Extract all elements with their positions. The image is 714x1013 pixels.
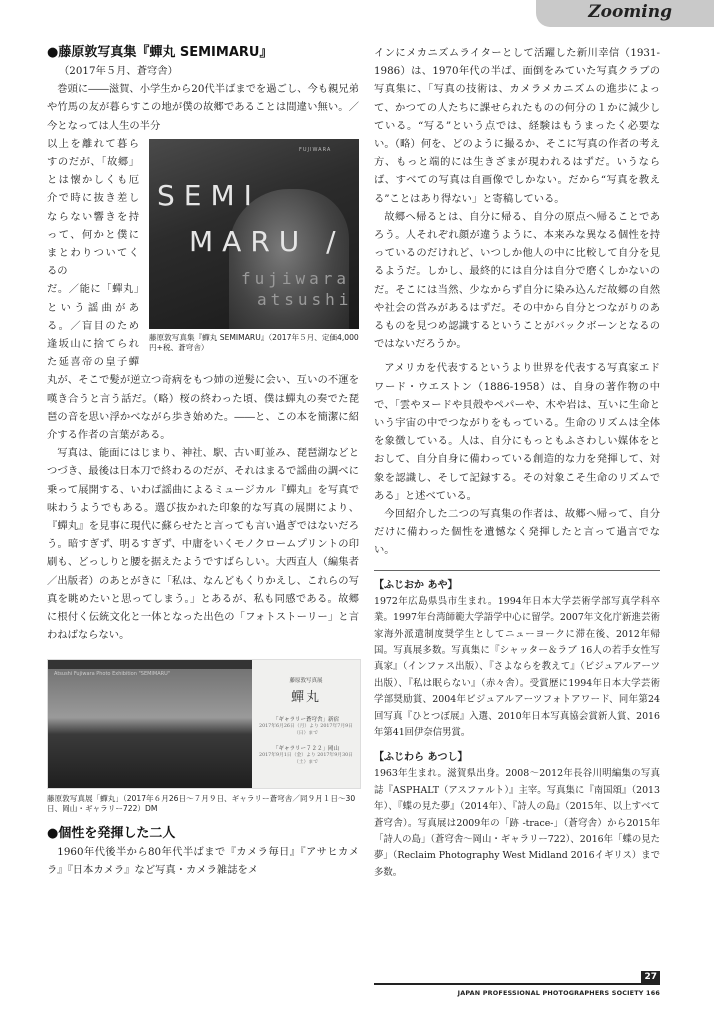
left-column (47, 44, 359, 879)
cover-title-line2: MARU / (189, 224, 345, 258)
book-cover-image (149, 139, 359, 329)
dm-organizer: 藤原敦写真展 (289, 677, 323, 684)
dm-dates: 2017年6月26日（月）より 2017年7月9日（日）まで (259, 723, 353, 736)
paragraph: 巻頭に――滋賀、小学生から20代半ばまでを過ごし、今も親兄弟や竹馬の友が暮らすこの地が僕の故郷であることは間違い無い。／今となっては人生の半分 (47, 83, 359, 132)
paragraph: 1960年代後半から80年代半ばまで『カメラ毎日』『アサヒカメラ』『日本カメラ』など写真・カメラ雑誌をメ (47, 845, 359, 876)
dm-venue: 「ギャラリー蒼穹舎」新宿 (272, 716, 339, 723)
author-bio (374, 577, 660, 742)
paragraph: 以上を離れて暮らすのだが、「故郷」とは懐かしくも厄介で時に抜き差しならない響きを持って、何かと僕にまとわりついてくるの (47, 137, 139, 278)
dm-title: 蟬丸 (290, 689, 321, 705)
section-tab (536, 0, 714, 27)
paragraph: 故郷へ帰るとは、自分に帰る、自分の原点へ帰ることであろう。人それぞれ顔が違うように、本来みな異なる個性を持っているのだけれど、いつしか他人の中に比較して自分を見るようだ。しかし、最終的には自分は自分で磨くしかないのだ。そこには当然、少なからず自分に染み込んだ故郷の自然や社会の営みがあるはずだ。その中から自分とつながりのあるものを見つめ認識するということがバックボーンとなるのではないだろうか。 (374, 210, 660, 351)
dm-info (258, 676, 354, 766)
bio-text: 1972年広島県呉市生まれ。1994年日本大学芸術学部写真学科卒業。1997年台湾師範大学語学中心に留学。2007年文化庁新進芸術家海外派遣制度奨学生としてニューヨークに滞在後、2012年帰国。写真展多数。写真集に『シャッター＆ラブ 16人の若手女性写真家』（インファス出版）、『さよならを教えて』（ビジュアルアーツ出版）、『私は眠らない』（赤々舎）。受賞歴に1994年日本大学芸術学部奨励賞、2004年ビジュアルアーツフォトアワード、同年第24回写真『ひとつぼ展』入選、2010年日本写真協会賞新人賞、2016年第41回伊奈信男賞。 (374, 595, 660, 738)
book-cover-caption: 藤原敦写真集『蟬丸 SEMIMARU』（2017年５月、定価4,000円+税、蒼穹舎） (149, 332, 359, 353)
section-heading: ●個性を発揮した二人 (47, 825, 176, 841)
exhibition-dm-image (47, 659, 361, 789)
divider (374, 570, 660, 571)
field-photo (48, 660, 252, 788)
exhibition-dm-figure (47, 659, 359, 815)
paragraph: 今回紹介した二つの写真集の作者は、故郷へ帰って、自分だけに備わった個性を遺憾なく発揮したと言って過言でない。 (374, 508, 660, 557)
right-column (374, 44, 660, 881)
page-footer (374, 972, 660, 997)
paragraph: 写真は、能面にはじまり、神社、駅、古い町並み、琵琶湖などとつづき、最後は日本刀で終わるのだが、それはまるで謡曲の調べに乗って展開する、いわば謡曲によるミュージカル『蟬丸』を写真で味わうようでもある。選び抜かれた印象的な写真の展開により、『蟬丸』を見事に現代に蘇らせたと言っても言い過ぎではないだろう。暗すぎず、明るすぎず、中庸をいくモノクロームプリントの印刷も、どっしりと腰を据えたようですばらしい。大西直人（編集者／出版者）のあとがきに「私は、なんどもくりかえし、これらの写真を眺めたいと思ってしまう。」とあるが、私も同感である。故郷に根付く伝統文化と一体となった出色の「フォトストーリー」と言わねばならない。 (47, 447, 359, 642)
cover-author-line2: atsushi (257, 289, 353, 309)
paragraph: だ。／能に「蟬丸」という謡曲がある。／盲目のため逢坂山に捨てられた延喜帝の皇子蟬丸が、そこで髪が逆立つ奇病をもつ姉の逆髪に会い、互いの不運を嘆き合うと言う話だ。（略）桜の終わった頃、僕は蟬丸の奏でた琵琶の音を思い浮かべながら歩き始めた。――と、この本を簡潔に紹介する作者の言葉がある。 (47, 283, 359, 442)
bio-name: 【ふじおか あや】 (374, 579, 458, 591)
publication-name: JAPAN PROFESSIONAL PHOTOGRAPHERS SOCIETY 166 (457, 989, 660, 997)
bio-name: 【ふじわら あつし】 (374, 752, 468, 764)
cover-author-line1: fujiwara (241, 268, 351, 288)
bio-text: 1963年生まれ。滋賀県出身。2008〜2012年長谷川明編集の写真誌『ASPHALT（アスファルト）』主宰。写真集に『南国頌』（2013年）、『蝶の見た夢』（2014年）、『詩人の島』（2015年、以上すべて蒼穹舎）。写真展は2009年の「跡 -trace-」（蒼穹舎）から2015年「詩人の島」（蒼穹舎〜岡山・ギャラリー722）、2016年「蝶の見た夢」（Reclaim Photography West Midland 2016イギリス）まで多数。 (374, 768, 661, 878)
article-title: ●藤原敦写真集『蟬丸 SEMIMARU』 (47, 45, 273, 60)
section-label: Zooming (588, 2, 672, 22)
dm-band-text: Atsushi Fujiwara Photo Exhibition "SEMIMARU" (54, 670, 171, 677)
dm-dates: 2017年9月1日（金）より 2017年9月30日（土）まで (259, 752, 353, 765)
page-number: 27 (641, 971, 660, 983)
dm-band (48, 660, 252, 677)
cover-small-text: FUJIWARA (299, 146, 332, 153)
dm-venue: 「ギャラリー７２２」岡山 (272, 745, 339, 752)
article-subtitle: （2017年５月、蒼穹舎） (59, 65, 178, 77)
paragraph: インにメカニズムライターとして活躍した新川幸信（1931-1986）は、1970年代の半ば、面倒をみていた写真クラブの写真集に、「写真の技術は、カメラメカニズムの進歩によって、かつての人たちに課せられたものの何分の１かに減少している。“写る”という点では、経験はもうまったく必要ない。（略）何を、どのように撮るか、そこに写真の作者の考え方、もっと端的には生きざまが現われるはずだ。いうならば、すべての写真は自画像でしかない。だから“写真を教える”ことはあり得ない」と寄稿している。 (374, 47, 660, 205)
book-cover-figure (149, 139, 359, 354)
paragraph: アメリカを代表するというより世界を代表する写真家エドワード・ウエストン（1886-1958）は、自身の著作物の中で、「雲やヌードや貝殻やペパーや、木や岩は、互いに生命という宇宙の中でつながりをもっている。生命のリズムは全体を象徴している。人は、自分にもっともふさわしい媒体をとおして、自分自身に備わっている創造的な力を発揮して、対象を認識し、そして記録する。その対象こそ生命のリズムである」と述べている。 (374, 362, 660, 502)
exhibition-dm-caption: 藤原敦写真展「蟬丸」（2017年６月26日〜７月９日、ギャラリー蒼穹舎／同９月１日〜30日、岡山・ギャラリー722）DM (47, 793, 356, 813)
cover-title-line1: SEMI (157, 178, 261, 212)
author-bio (374, 749, 660, 881)
